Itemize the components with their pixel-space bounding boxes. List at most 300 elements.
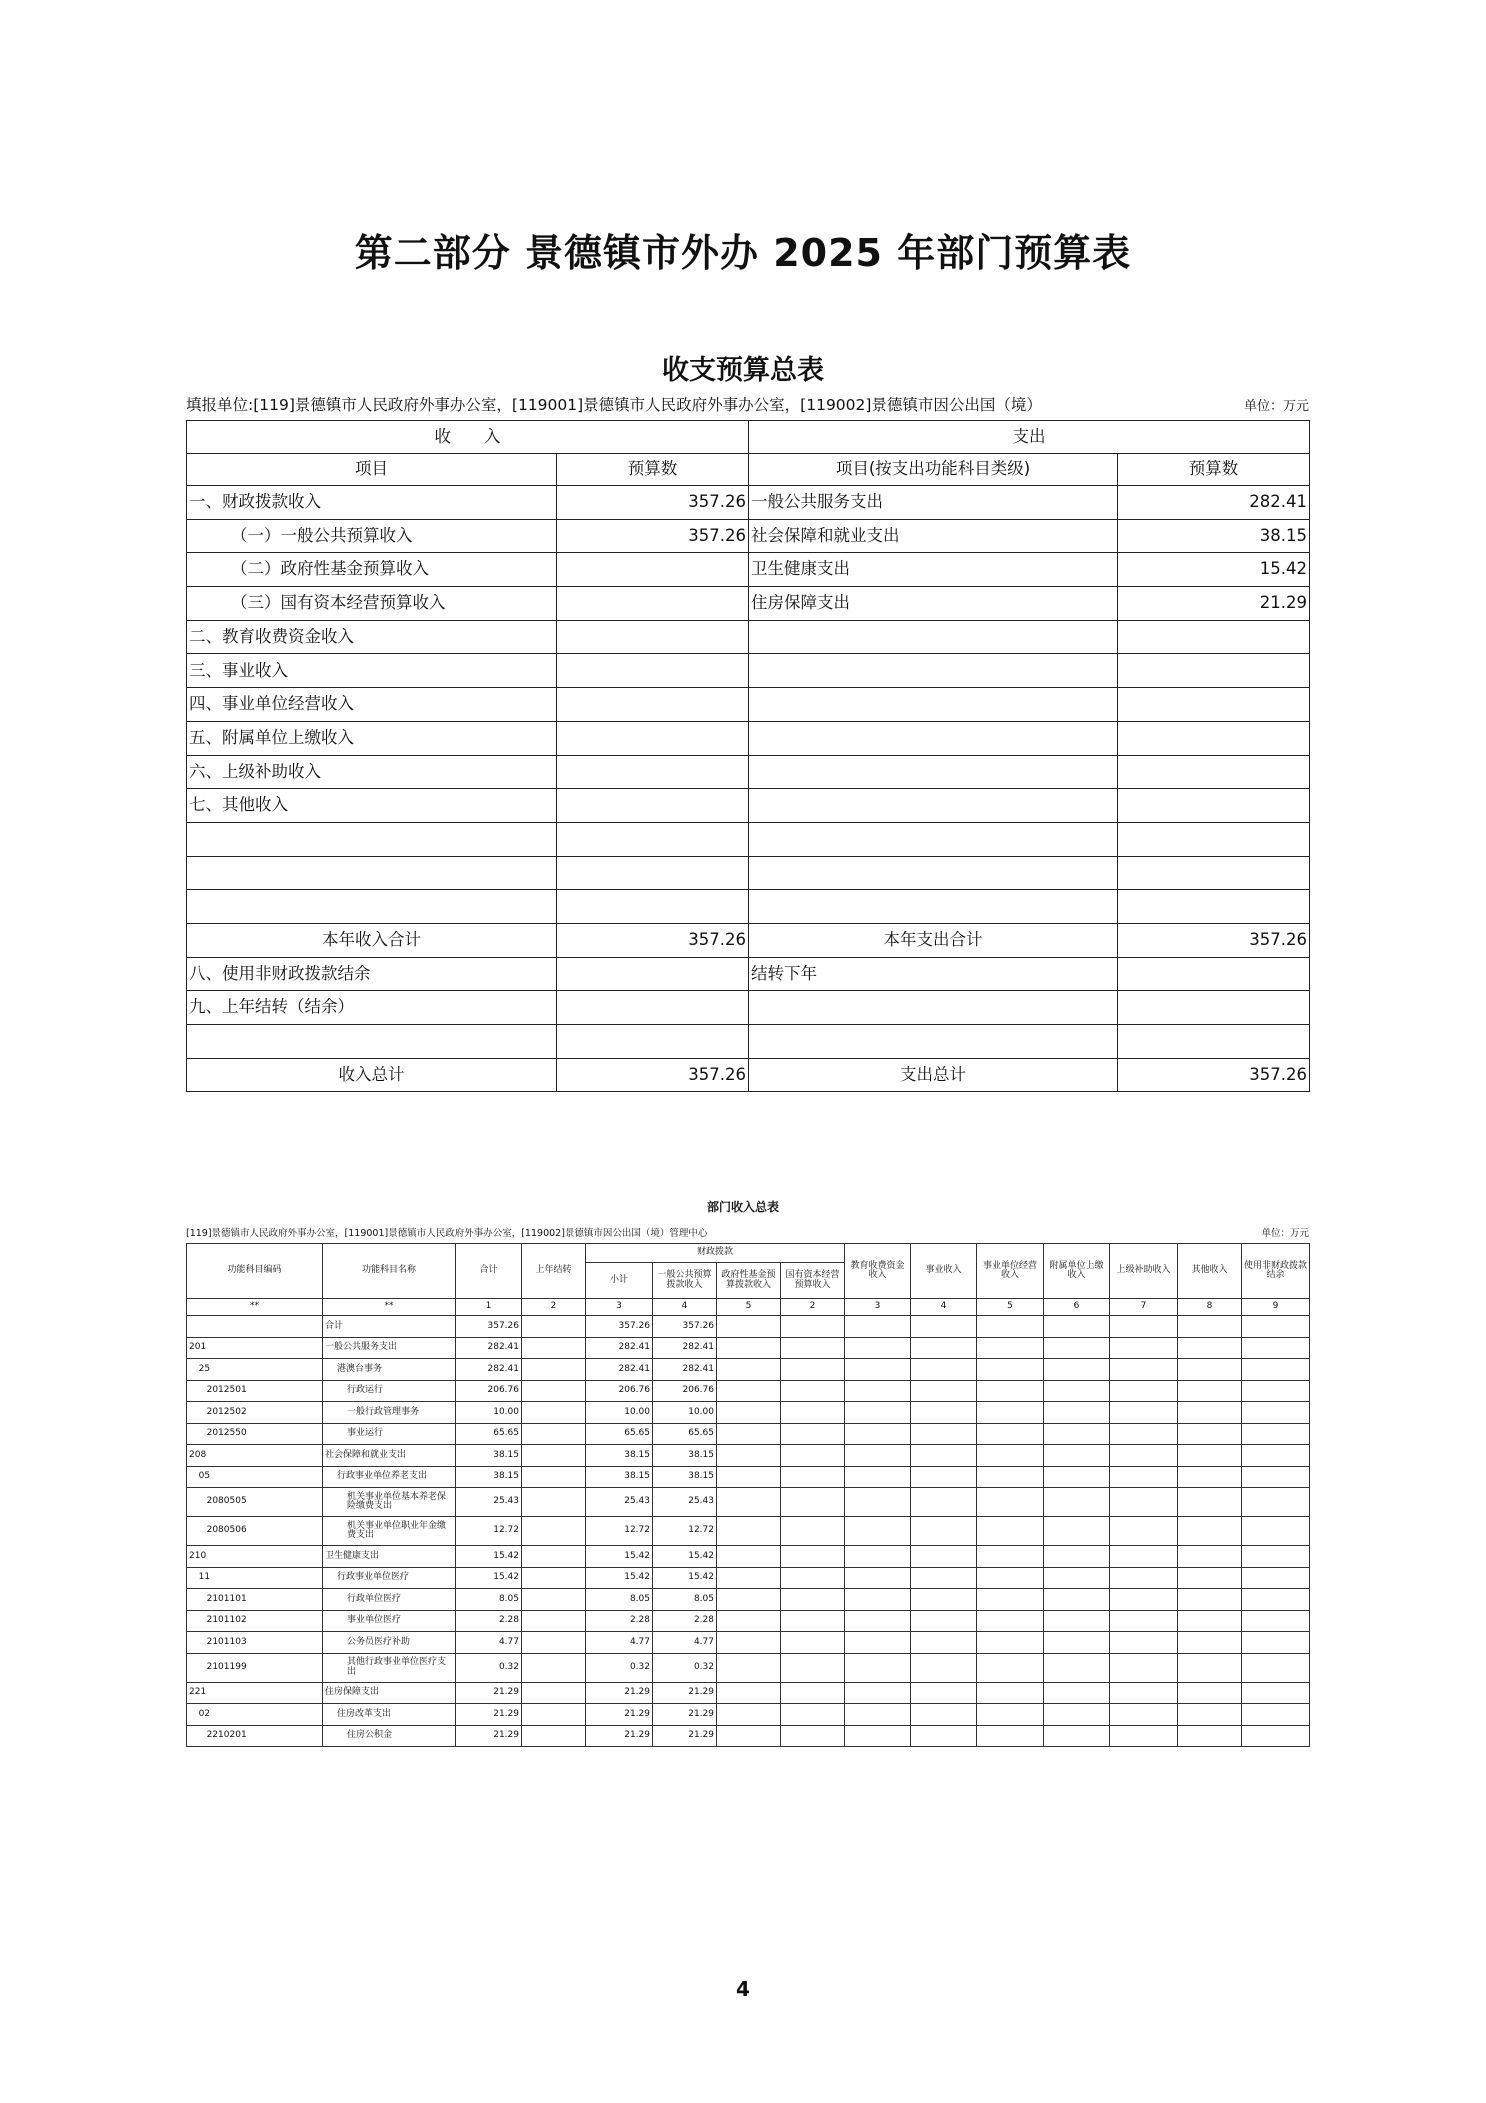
general-budget-cell: 65.65	[653, 1423, 717, 1445]
summary-row	[187, 688, 1310, 722]
function-code-cell: 2101199	[187, 1653, 323, 1682]
fund-cell	[717, 1725, 781, 1747]
expense-item-cell	[749, 721, 1118, 755]
hdr-total: 合计	[456, 1244, 522, 1299]
income-table-title: 部门收入总表	[706, 1200, 779, 1214]
affiliated-cell	[1044, 1704, 1110, 1726]
expense-value-cell	[1118, 620, 1310, 654]
income-value-cell	[557, 890, 749, 924]
fund-cell	[717, 1466, 781, 1488]
function-name-cell: 住房改革支出	[323, 1704, 456, 1726]
page-title: 第二部分 景德镇市外办 2025 年部门预算表	[354, 231, 1132, 275]
general-budget-cell: 4.77	[653, 1632, 717, 1654]
function-code-cell: 25	[187, 1359, 323, 1381]
expense-value-cell	[1118, 856, 1310, 890]
non-fiscal-cell	[1242, 1337, 1310, 1359]
income-header: 收 入	[187, 421, 749, 454]
carryover-cell	[522, 1445, 586, 1467]
total-cell: 8.05	[456, 1589, 522, 1611]
summary-subheader-row	[187, 453, 1310, 486]
function-name-cell: 行政运行	[323, 1380, 456, 1402]
state-capital-cell	[781, 1402, 845, 1424]
carryover-cell	[522, 1402, 586, 1424]
edu-cell	[845, 1316, 911, 1338]
fiscal-subtotal-cell: 12.72	[586, 1517, 653, 1546]
general-budget-cell: 12.72	[653, 1517, 717, 1546]
fiscal-subtotal-cell: 10.00	[586, 1402, 653, 1424]
total-cell: 38.15	[456, 1466, 522, 1488]
function-name-cell: 社会保障和就业支出	[323, 1445, 456, 1467]
career-cell	[911, 1589, 977, 1611]
column-number-cell: 8	[1178, 1299, 1242, 1316]
general-budget-cell: 206.76	[653, 1380, 717, 1402]
total-cell: 65.65	[456, 1423, 522, 1445]
non-fiscal-cell	[1242, 1316, 1310, 1338]
edu-cell	[845, 1653, 911, 1682]
column-number-cell: 6	[1044, 1299, 1110, 1316]
superior-cell	[1110, 1682, 1178, 1704]
summary-table-title: 收支预算总表	[662, 355, 824, 386]
general-budget-cell: 25.43	[653, 1488, 717, 1517]
expense-value-cell	[1118, 688, 1310, 722]
income-table-row	[187, 1466, 1310, 1488]
business-cell	[977, 1359, 1044, 1381]
career-cell	[911, 1725, 977, 1747]
function-code-cell: 2012502	[187, 1402, 323, 1424]
hdr-subtotal: 小计	[586, 1263, 653, 1299]
edu-cell	[845, 1488, 911, 1517]
carryover-cell	[522, 1380, 586, 1402]
expense-total-label: 支出总计	[749, 1058, 1118, 1092]
general-budget-cell: 15.42	[653, 1567, 717, 1589]
superior-cell	[1110, 1517, 1178, 1546]
function-name-cell: 一般公共服务支出	[323, 1337, 456, 1359]
carryover-cell	[522, 1725, 586, 1747]
summary-row	[187, 721, 1310, 755]
superior-cell	[1110, 1632, 1178, 1654]
fiscal-subtotal-cell: 206.76	[586, 1380, 653, 1402]
summary-unit-right: 单位：万元	[1243, 399, 1309, 414]
expense-value-cell	[1118, 654, 1310, 688]
function-name-cell: 机关事业单位基本养老保险缴费支出	[323, 1488, 456, 1517]
affiliated-cell	[1044, 1337, 1110, 1359]
affiliated-cell	[1044, 1632, 1110, 1654]
non-fiscal-cell	[1242, 1402, 1310, 1424]
hdr-career: 事业收入	[911, 1244, 977, 1299]
expense-value-cell	[1118, 789, 1310, 823]
expense-value-cell	[1118, 957, 1310, 991]
affiliated-cell	[1044, 1466, 1110, 1488]
affiliated-cell	[1044, 1653, 1110, 1682]
fund-cell	[717, 1610, 781, 1632]
expense-value-cell	[1118, 1025, 1310, 1059]
summary-row	[187, 486, 1310, 520]
total-cell: 38.15	[456, 1445, 522, 1467]
income-table-row	[187, 1423, 1310, 1445]
expense-subtotal-value: 357.26	[1118, 923, 1310, 957]
expense-value-cell	[1118, 991, 1310, 1025]
business-cell	[977, 1466, 1044, 1488]
income-value-cell	[557, 553, 749, 587]
superior-cell	[1110, 1653, 1178, 1682]
general-budget-cell: 15.42	[653, 1546, 717, 1568]
column-number-cell: 5	[717, 1299, 781, 1316]
income-value-cell	[557, 991, 749, 1025]
non-fiscal-cell	[1242, 1704, 1310, 1726]
other-cell	[1178, 1632, 1242, 1654]
income-table-row	[187, 1359, 1310, 1381]
col-item-header: 项目	[187, 453, 557, 486]
income-item-cell	[187, 1025, 557, 1059]
other-cell	[1178, 1682, 1242, 1704]
affiliated-cell	[1044, 1445, 1110, 1467]
function-name-cell: 港澳台事务	[323, 1359, 456, 1381]
hdr-superior: 上级补助收入	[1110, 1244, 1178, 1299]
income-item-cell: （一）一般公共预算收入	[187, 519, 557, 553]
business-cell	[977, 1337, 1044, 1359]
fund-cell	[717, 1488, 781, 1517]
summary-row	[187, 890, 1310, 924]
edu-cell	[845, 1610, 911, 1632]
income-table-row	[187, 1589, 1310, 1611]
income-item-cell	[187, 856, 557, 890]
career-cell	[911, 1316, 977, 1338]
income-value-cell	[557, 957, 749, 991]
income-table-row	[187, 1632, 1310, 1654]
expense-item-cell	[749, 620, 1118, 654]
income-table-row	[187, 1567, 1310, 1589]
fiscal-subtotal-cell: 4.77	[586, 1632, 653, 1654]
other-cell	[1178, 1466, 1242, 1488]
affiliated-cell	[1044, 1402, 1110, 1424]
superior-cell	[1110, 1704, 1178, 1726]
expense-item-cell: 社会保障和就业支出	[749, 519, 1118, 553]
function-code-cell: 2012550	[187, 1423, 323, 1445]
business-cell	[977, 1682, 1044, 1704]
function-name-cell: 事业运行	[323, 1423, 456, 1445]
function-name-cell: 住房公积金	[323, 1725, 456, 1747]
other-cell	[1178, 1589, 1242, 1611]
non-fiscal-cell	[1242, 1488, 1310, 1517]
expense-value-cell	[1118, 822, 1310, 856]
business-cell	[977, 1488, 1044, 1517]
fiscal-subtotal-cell: 25.43	[586, 1488, 653, 1517]
income-header-row-1	[187, 1244, 1310, 1263]
non-fiscal-cell	[1242, 1632, 1310, 1654]
career-cell	[911, 1445, 977, 1467]
business-cell	[977, 1589, 1044, 1611]
fund-cell	[717, 1632, 781, 1654]
affiliated-cell	[1044, 1725, 1110, 1747]
carryover-cell	[522, 1610, 586, 1632]
expense-subtotal-label: 本年支出合计	[749, 923, 1118, 957]
total-cell: 25.43	[456, 1488, 522, 1517]
column-number-cell: **	[187, 1299, 323, 1316]
income-value-cell	[557, 755, 749, 789]
fiscal-subtotal-cell: 357.26	[586, 1316, 653, 1338]
income-item-cell: 四、事业单位经营收入	[187, 688, 557, 722]
business-cell	[977, 1423, 1044, 1445]
total-cell: 10.00	[456, 1402, 522, 1424]
income-table-row	[187, 1546, 1310, 1568]
fund-cell	[717, 1445, 781, 1467]
column-number-cell: 2	[522, 1299, 586, 1316]
carryover-cell	[522, 1337, 586, 1359]
function-name-cell: 卫生健康支出	[323, 1546, 456, 1568]
non-fiscal-cell	[1242, 1445, 1310, 1467]
affiliated-cell	[1044, 1546, 1110, 1568]
income-unit-right: 单位：万元	[1261, 1228, 1309, 1239]
business-cell	[977, 1316, 1044, 1338]
income-table-row	[187, 1610, 1310, 1632]
function-name-cell: 行政事业单位医疗	[323, 1567, 456, 1589]
superior-cell	[1110, 1589, 1178, 1611]
edu-cell	[845, 1402, 911, 1424]
carryover-cell	[522, 1316, 586, 1338]
other-cell	[1178, 1337, 1242, 1359]
expense-item-cell	[749, 1025, 1118, 1059]
function-code-cell: 2101103	[187, 1632, 323, 1654]
summary-row	[187, 856, 1310, 890]
function-name-cell: 一般行政管理事务	[323, 1402, 456, 1424]
hdr-code: 功能科目编码	[187, 1244, 323, 1299]
income-subtotal-value: 357.26	[557, 923, 749, 957]
income-value-cell	[557, 789, 749, 823]
career-cell	[911, 1466, 977, 1488]
fiscal-subtotal-cell: 0.32	[586, 1653, 653, 1682]
non-fiscal-cell	[1242, 1567, 1310, 1589]
col-budget-header: 预算数	[557, 453, 749, 486]
fiscal-subtotal-cell: 21.29	[586, 1725, 653, 1747]
superior-cell	[1110, 1488, 1178, 1517]
function-code-cell: 02	[187, 1704, 323, 1726]
function-code-cell: 201	[187, 1337, 323, 1359]
general-budget-cell: 2.28	[653, 1610, 717, 1632]
income-item-cell	[187, 822, 557, 856]
income-item-cell: （三）国有资本经营预算收入	[187, 587, 557, 621]
career-cell	[911, 1704, 977, 1726]
state-capital-cell	[781, 1653, 845, 1682]
state-capital-cell	[781, 1517, 845, 1546]
non-fiscal-cell	[1242, 1517, 1310, 1546]
career-cell	[911, 1517, 977, 1546]
expense-item-cell	[749, 991, 1118, 1025]
other-cell	[1178, 1517, 1242, 1546]
function-code-cell: 2012501	[187, 1380, 323, 1402]
income-value-cell: 357.26	[557, 519, 749, 553]
general-budget-cell: 38.15	[653, 1466, 717, 1488]
non-fiscal-cell	[1242, 1610, 1310, 1632]
edu-cell	[845, 1546, 911, 1568]
other-cell	[1178, 1359, 1242, 1381]
hdr-state-capital: 国有资本经营预算收入	[781, 1263, 845, 1299]
expense-item-cell	[749, 789, 1118, 823]
income-table-row	[187, 1402, 1310, 1424]
summary-row	[187, 789, 1310, 823]
general-budget-cell: 0.32	[653, 1653, 717, 1682]
expense-value-cell: 38.15	[1118, 519, 1310, 553]
other-cell	[1178, 1380, 1242, 1402]
income-item-cell: 三、事业收入	[187, 654, 557, 688]
superior-cell	[1110, 1445, 1178, 1467]
expense-value-cell: 21.29	[1118, 587, 1310, 621]
expense-item-cell	[749, 688, 1118, 722]
business-cell	[977, 1725, 1044, 1747]
carryover-cell	[522, 1517, 586, 1546]
fund-cell	[717, 1653, 781, 1682]
summary-row	[187, 1025, 1310, 1059]
function-code-cell: 208	[187, 1445, 323, 1467]
income-subtotal-label: 本年收入合计	[187, 923, 557, 957]
fund-cell	[717, 1517, 781, 1546]
superior-cell	[1110, 1316, 1178, 1338]
non-fiscal-cell	[1242, 1423, 1310, 1445]
summary-row	[187, 654, 1310, 688]
income-item-cell: 九、上年结转（结余）	[187, 991, 557, 1025]
state-capital-cell	[781, 1704, 845, 1726]
expense-total-value: 357.26	[1118, 1058, 1310, 1092]
column-number-cell: 3	[586, 1299, 653, 1316]
general-budget-cell: 282.41	[653, 1359, 717, 1381]
total-cell: 21.29	[456, 1682, 522, 1704]
hdr-fund: 政府性基金预算拨款收入	[717, 1263, 781, 1299]
summary-subtotal-row	[187, 923, 1310, 957]
fiscal-subtotal-cell: 65.65	[586, 1423, 653, 1445]
other-cell	[1178, 1402, 1242, 1424]
career-cell	[911, 1546, 977, 1568]
carryover-cell	[522, 1704, 586, 1726]
column-number-cell: 3	[845, 1299, 911, 1316]
expense-value-cell: 282.41	[1118, 486, 1310, 520]
edu-cell	[845, 1632, 911, 1654]
total-cell: 0.32	[456, 1653, 522, 1682]
career-cell	[911, 1682, 977, 1704]
career-cell	[911, 1359, 977, 1381]
expense-header: 支出	[749, 421, 1310, 454]
function-code-cell: 05	[187, 1466, 323, 1488]
affiliated-cell	[1044, 1316, 1110, 1338]
other-cell	[1178, 1653, 1242, 1682]
income-table	[186, 1243, 1310, 1747]
total-cell: 12.72	[456, 1517, 522, 1546]
business-cell	[977, 1704, 1044, 1726]
income-value-cell	[557, 1025, 749, 1059]
business-cell	[977, 1546, 1044, 1568]
summary-row	[187, 822, 1310, 856]
carryover-cell	[522, 1589, 586, 1611]
superior-cell	[1110, 1610, 1178, 1632]
summary-row	[187, 553, 1310, 587]
other-cell	[1178, 1445, 1242, 1467]
general-budget-cell: 10.00	[653, 1402, 717, 1424]
non-fiscal-cell	[1242, 1359, 1310, 1381]
fund-cell	[717, 1704, 781, 1726]
fiscal-subtotal-cell: 8.05	[586, 1589, 653, 1611]
career-cell	[911, 1632, 977, 1654]
carryover-cell	[522, 1653, 586, 1682]
business-cell	[977, 1567, 1044, 1589]
function-name-cell: 机关事业单位职业年金缴费支出	[323, 1517, 456, 1546]
fund-cell	[717, 1316, 781, 1338]
fiscal-subtotal-cell: 15.42	[586, 1567, 653, 1589]
total-cell: 2.28	[456, 1610, 522, 1632]
non-fiscal-cell	[1242, 1725, 1310, 1747]
fiscal-subtotal-cell: 21.29	[586, 1704, 653, 1726]
affiliated-cell	[1044, 1589, 1110, 1611]
expense-item-cell: 结转下年	[749, 957, 1118, 991]
edu-cell	[845, 1337, 911, 1359]
edu-cell	[845, 1445, 911, 1467]
fiscal-subtotal-cell: 15.42	[586, 1546, 653, 1568]
function-name-cell: 行政事业单位养老支出	[323, 1466, 456, 1488]
state-capital-cell	[781, 1445, 845, 1467]
income-table-row	[187, 1704, 1310, 1726]
superior-cell	[1110, 1423, 1178, 1445]
hdr-affiliated: 附属单位上缴收入	[1044, 1244, 1110, 1299]
state-capital-cell	[781, 1725, 845, 1747]
expense-value-cell	[1118, 755, 1310, 789]
fund-cell	[717, 1546, 781, 1568]
state-capital-cell	[781, 1682, 845, 1704]
other-cell	[1178, 1725, 1242, 1747]
edu-cell	[845, 1589, 911, 1611]
edu-cell	[845, 1725, 911, 1747]
column-number-cell: 5	[977, 1299, 1044, 1316]
hdr-fiscal-group: 财政拨款	[586, 1244, 845, 1263]
carryover-cell	[522, 1359, 586, 1381]
career-cell	[911, 1337, 977, 1359]
other-cell	[1178, 1488, 1242, 1517]
edu-cell	[845, 1704, 911, 1726]
column-number-cell: 4	[653, 1299, 717, 1316]
income-unit-label: [119]景德镇市人民政府外事办公室，[119001]景德镇市人民政府外事办公室，[119002]景德镇市因公出国（境）管理中心	[186, 1228, 708, 1239]
income-table-row	[187, 1517, 1310, 1546]
general-budget-cell: 282.41	[653, 1337, 717, 1359]
state-capital-cell	[781, 1359, 845, 1381]
general-budget-cell: 21.29	[653, 1704, 717, 1726]
summary-row	[187, 620, 1310, 654]
carryover-cell	[522, 1423, 586, 1445]
function-name-cell: 住房保障支出	[323, 1682, 456, 1704]
fund-cell	[717, 1589, 781, 1611]
income-item-cell: 六、上级补助收入	[187, 755, 557, 789]
income-item-cell: （二）政府性基金预算收入	[187, 553, 557, 587]
state-capital-cell	[781, 1567, 845, 1589]
fiscal-subtotal-cell: 282.41	[586, 1337, 653, 1359]
column-number-cell: 9	[1242, 1299, 1310, 1316]
income-total-label: 收入总计	[187, 1058, 557, 1092]
carryover-cell	[522, 1632, 586, 1654]
function-name-cell: 行政单位医疗	[323, 1589, 456, 1611]
total-cell: 15.42	[456, 1567, 522, 1589]
summary-row	[187, 587, 1310, 621]
total-cell: 4.77	[456, 1632, 522, 1654]
income-value-cell	[557, 822, 749, 856]
fiscal-subtotal-cell: 282.41	[586, 1359, 653, 1381]
summary-row	[187, 519, 1310, 553]
other-cell	[1178, 1610, 1242, 1632]
function-code-cell: 221	[187, 1682, 323, 1704]
business-cell	[977, 1445, 1044, 1467]
expense-value-cell	[1118, 721, 1310, 755]
income-number-row	[187, 1299, 1310, 1316]
hdr-edu: 教育收费资金收入	[845, 1244, 911, 1299]
income-total-value: 357.26	[557, 1058, 749, 1092]
affiliated-cell	[1044, 1517, 1110, 1546]
career-cell	[911, 1488, 977, 1517]
general-budget-cell: 21.29	[653, 1725, 717, 1747]
expense-item-cell: 卫生健康支出	[749, 553, 1118, 587]
